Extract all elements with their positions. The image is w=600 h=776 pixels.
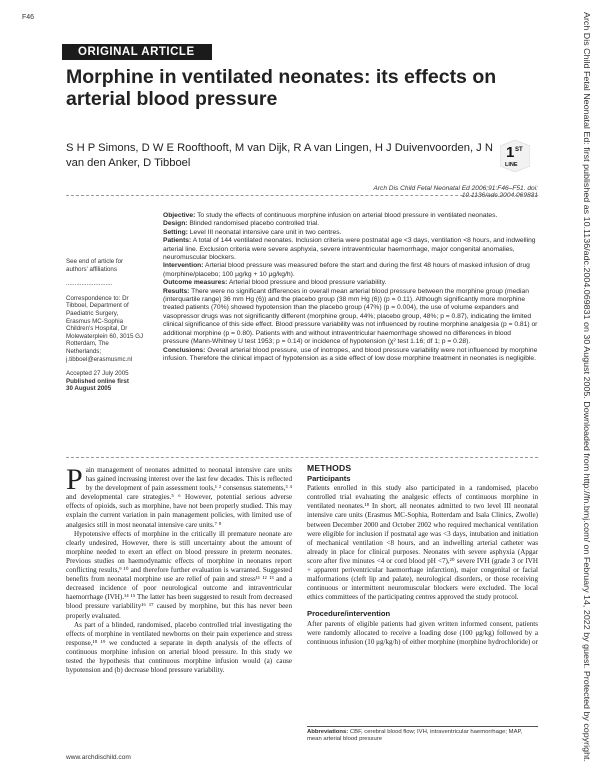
- download-notice-text: Arch Dis Child Fetal Neonatal Ed: first published as 10.1136/adc.2004.069831 on 30 August 2005. Downloaded from http://fn.bmj.com/ on February 14, 2022 by guest. Protected by copyright.: [582, 12, 591, 701]
- abstract-divider: [66, 457, 538, 458]
- logo-superscript: ST: [515, 147, 523, 153]
- published-label: Published online first: [66, 377, 129, 385]
- abstract-setting: Setting: Level III neonatal intensive care unit in two centres.: [163, 228, 342, 236]
- affiliations-note: See end of article for authors' affiliations: [66, 258, 124, 273]
- intro-column: [66, 463, 292, 675]
- abstract-design: Design: Blinded randomised placebo controlled trial.: [163, 220, 320, 228]
- first-line-logo: [500, 140, 530, 172]
- sidebar-dashes: ...........................: [66, 280, 113, 288]
- article-type-banner: ORIGINAL ARTICLE: [62, 44, 212, 60]
- journal-citation: Arch Dis Child Fetal Neonatal Ed 2006;91:F46–F51. doi: 10.1136/adc.2004.069831: [373, 185, 538, 199]
- abbreviations-divider: [307, 726, 538, 727]
- author-list: S H P Simons, D W E Roofthooft, M van Dijk, R A van Lingen, H J Duivenvoorden, J N van den Anker, D Tibboel: [66, 142, 493, 169]
- intro-paragraph-2: Hypotensive effects of morphine in the critically ill premature neonate are clearly undesired, However, there is still uncertainty about the amount of morphine needed to exert an effect on blood pressure in preterm neonates. Previous studies on haemodynamic effects of morphine in neonates report conflicting results,⁹ ¹⁰ and therefore further evaluation is warranted. Suggested benefits from neonatal morphine use are relief of pain and stress¹¹ ¹² ¹³ and a decreased incidence of poor neurological outcome and intraventricular haemorrhage (IVH).¹⁴ ¹⁵ The latter has been suggested to result from decreased blood pressure variability¹⁶ ¹⁷ caused by morphine, but this has never been properly evaluated.: [66, 529, 292, 620]
- published-date: 30 August 2005: [66, 385, 112, 393]
- methods-heading: METHODS: [307, 463, 352, 473]
- intro-paragraph-1: Pain management of neonates admitted to neonatal intensive care units has gained increasing interest over the last few decades. This is reflected by the development of pain assessment tools,¹ ² consensus statements,³ ⁴ and developmental care strategies.⁵ ⁶ However, potential serious adverse effects of opioids, such as morphine, have not been properly studied. This may explain the current variation in pain management policies, with limited use of analgesics still in most neonatal intensive care units.⁷ ⁸: [66, 463, 292, 529]
- procedure-heading: Procedure/intervention: [307, 609, 391, 619]
- participants-text: Patients enrolled in this study also participated in a randomised, placebo controlled trial evaluating the analgesic effects of continuous morphine in ventilated neonates.¹⁸ In short, all neonates admitted to two level III neonatal intensive care units (Erasmus MC-Sophia, Rotterdam and Isala Clinics, Zwolle) between December 2000 and October 2002 who required mechanical ventilation were eligible for inclusion if postnatal age was <3 days, intubation and initiation of mechanical ventilation <8 hours, and an indwelling arterial catheter was already in place for clinical purposes. Neonates with severe asphyxia (Apgar score after five minutes <4 or cord blood pH <7),²⁰ severe IVH (grade 3 or IVH + apparent periventricular haemorrhage infarction), major congenital or facial malformations (cleft lip and palate), neurological disorders, or those receiving continuous or intermittent neuromuscular blockers were excluded. The local ethics committees of the participating centres approved the study protocol.: [307, 484, 538, 602]
- methods-column: [307, 464, 538, 647]
- logo-number: 1: [506, 144, 515, 161]
- header-divider: [66, 195, 538, 196]
- drop-cap: P: [66, 463, 83, 496]
- intro-paragraph-3: As part of a blinded, randomised, placebo controlled trial investigating the effects of morphine in ventilated newborns on their pain experience and stress response,¹⁸ ¹⁹ we conducted a separate in depth analysis of the effects of continuous morphine infusion on arterial blood pressure. In this study we tested the hypothesis that continuous morphine infusion would (a) cause hypotension and (b) decrease blood pressure variability.: [66, 620, 292, 675]
- procedure-text: After parents of eligible patients had given written informed consent, patients were randomly allocated to receive a loading dose (100 μg/kg) followed by a continuous infusion (10 μg/kg/h) of either morphine (morphine hydrochloride) or: [307, 619, 538, 646]
- accepted-date: Accepted 27 July 2005: [66, 370, 129, 378]
- participants-heading: Participants: [307, 474, 351, 484]
- abstract-results: Results: There were no significant differences in overall mean arterial blood pressure between the morphine group (median (interquartile range) 36 mm Hg (6)) and the placebo group (38 mm Hg (6)) (p = 0.11). Although significantly more morphine treated patients (70%) showed hypotension than the placebo group (47%) (p = 0.004), the use of volume expanders and vasopressor drugs was not significantly different (morphine group, 44%; placebo group, 48%; p = 0.87), indicating the limited clinical significance of this side effect. Blood pressure variability was not influenced by routine morphine analgesia (p = 0.81) or additional morphine (p = 0.80). Patients with and without intraventricular haemorrhage showed no differences in blood pressure (Mann-Whitney U test 1953; p = 0.14) or incidence of hypotension (χ² test 1.16; df 1; p = 0.28).: [163, 287, 538, 346]
- journal-url: www.archdischild.com: [66, 754, 131, 761]
- download-notice: [581, 12, 593, 764]
- abstract-objective: Objective: To study the effects of continuous morphine infusion on arterial blood pressure in ventilated neonates.: [163, 212, 498, 219]
- abstract-intervention: Intervention: Arterial blood pressure was measured before the start and during the first 48 hours of masked infusion of drug (morphine/placebo; 100 μg/kg + 10 μg/kg/h).: [163, 262, 530, 278]
- article-title: Morphine in ventilated neonates: its effects on arterial blood pressure: [66, 66, 497, 110]
- page-number: F46: [22, 14, 35, 21]
- correspondence: Correspondence to: Dr Tibboel, Department of Paediatric Surgery, Erasmus MC-Sophia Children's Hospital, Dr Molewaterplein 60, 3015 GJ Rotterdam, The Netherlands; j.tibboel@erasmusmc.nl: [66, 294, 144, 363]
- logo-line-text: LINE: [505, 162, 518, 168]
- abstract-patients: Patients: A total of 144 ventilated neonates. Inclusion criteria were postnatal age <3 days, ventilation <8 hours, and indwelling arterial line. Exclusion criteria were severe asphyxia, severe intraventricular haemorrhage, major congenital anomalies, neuromuscular blockers.: [163, 237, 536, 262]
- abstract-outcome: Outcome measures: Arterial blood pressure and blood pressure variability.: [163, 279, 387, 287]
- abstract: [163, 212, 538, 363]
- abbreviations: Abbreviations: CBF, cerebral blood flow; IVH, intraventricular haemorrhage; MAP, mean arterial blood pressure: [307, 729, 523, 743]
- article-sidebar: [66, 258, 144, 393]
- abstract-conclusions: Conclusions: Overall arterial blood pressure, use of inotropes, and blood pressure variability were not influenced by morphine infusion. Therefore the clinical impact of hypotension as a side effect of low dose morphine treatment in neonates is negligible.: [163, 346, 538, 362]
